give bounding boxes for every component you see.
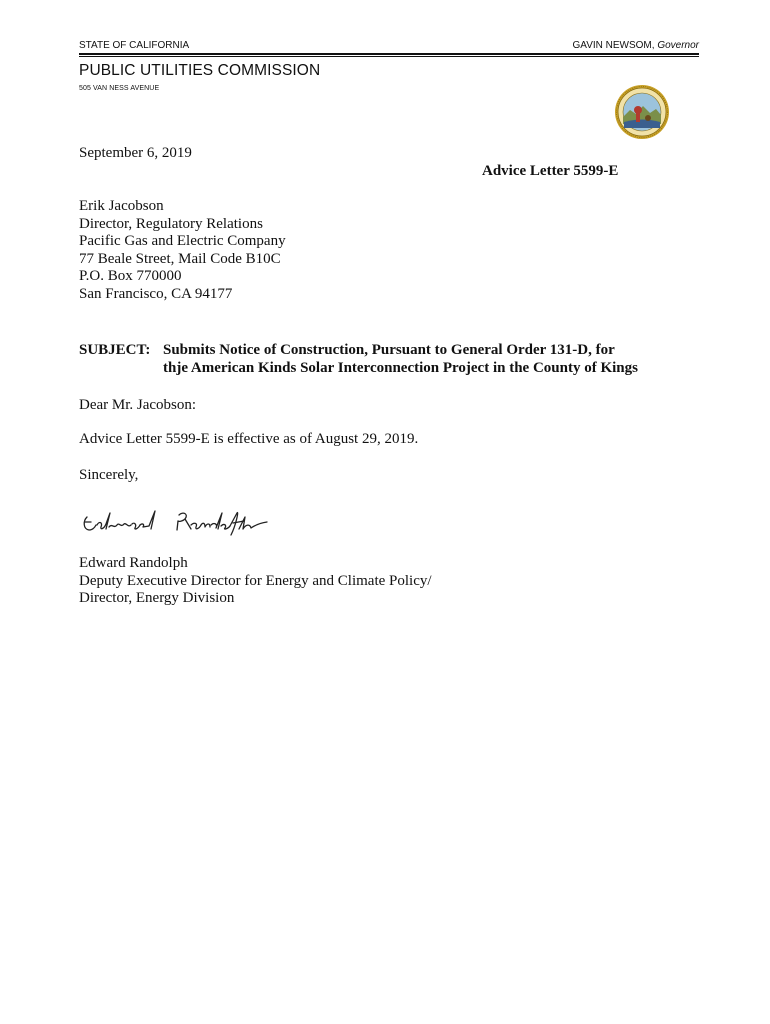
letter-body: Advice Letter 5599-E is effective as of August 29, 2019. [79, 431, 419, 447]
signatory-name: Edward Randolph [79, 555, 188, 571]
recipient-city: San Francisco, CA 94177 [79, 285, 233, 302]
recipient-address-block [79, 198, 286, 303]
salutation: Dear Mr. Jacobson: [79, 397, 197, 413]
signatory-block [79, 555, 432, 608]
header-rule [79, 53, 699, 55]
letter-date: September 6, 2019 [79, 145, 192, 161]
signatory-title-2: Director, Energy Division [79, 590, 235, 606]
subject-label: SUBJECT: [79, 342, 151, 358]
subject-text-1: Submits Notice of Construction, Pursuant to General Order 131-D, for [163, 342, 615, 358]
governor-title: Governor [657, 40, 699, 51]
recipient-company: Pacific Gas and Electric Company [79, 233, 286, 249]
subject-line-1 [79, 342, 719, 360]
handwritten-signature [79, 505, 274, 541]
governor-name: GAVIN NEWSOM, [572, 40, 655, 51]
state-label: STATE OF CALIFORNIA [79, 40, 190, 51]
recipient-street: 77 Beale Street, Mail Code B10C [79, 250, 281, 267]
subject-text-2: thje American Kinds Solar Interconnection Project in the County of Kings [163, 359, 638, 376]
letterhead-top-line [79, 40, 699, 54]
advice-letter-reference: Advice Letter 5599-E [482, 163, 619, 179]
subject-block [79, 342, 719, 377]
recipient-title: Director, Regulatory Relations [79, 215, 263, 232]
signatory-title-1: Deputy Executive Director for Energy and Climate Policy/ [79, 572, 432, 589]
recipient-po-box: P.O. Box 770000 [79, 268, 182, 284]
recipient-name: Erik Jacobson [79, 198, 164, 214]
governor-label [572, 40, 699, 51]
closing: Sincerely, [79, 467, 139, 483]
agency-name: PUBLIC UTILITIES COMMISSION [79, 62, 321, 79]
header-rule-thin [79, 56, 699, 57]
california-state-seal-icon [614, 84, 670, 140]
agency-address: 505 VAN NESS AVENUE [79, 85, 160, 92]
